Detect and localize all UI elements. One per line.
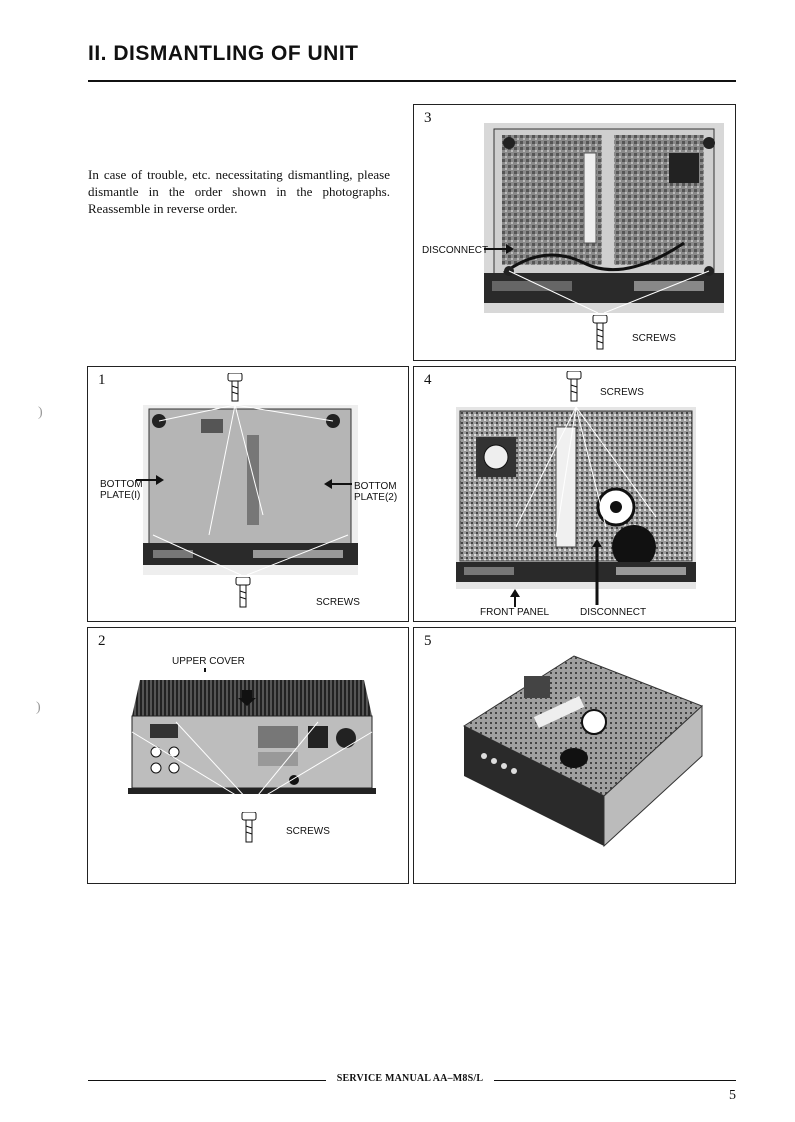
- photo-chassis-internal-view: [456, 407, 696, 589]
- step-number: 5: [424, 633, 432, 649]
- label-bottom-plate-1: BOTTOM PLATE(I): [100, 479, 143, 501]
- footer-manual-title: SERVICE MANUAL AA–M8S/L: [336, 1073, 484, 1084]
- label-upper-cover: UPPER COVER: [172, 656, 245, 667]
- panel-step-1: [87, 366, 409, 622]
- margin-mark: ): [38, 405, 43, 420]
- photo-unit-rear-view: [128, 672, 376, 800]
- arrow-icon: [484, 243, 514, 255]
- label-screws: SCREWS: [632, 333, 676, 344]
- margin-mark: ): [36, 700, 41, 715]
- panel-step-5: [413, 627, 736, 884]
- arrow-icon: [136, 475, 164, 485]
- page-number: 5: [729, 1088, 736, 1103]
- arrow-icon: [510, 589, 520, 607]
- step-number: 2: [98, 633, 106, 649]
- step-number: 1: [98, 372, 106, 388]
- label-screws: SCREWS: [286, 826, 330, 837]
- intro-paragraph: In case of trouble, etc. necessitating dismantling, please dismantle in the order shown in the photographs. Reassemble in reverse order.: [88, 167, 390, 216]
- photo-unit-perspective-view: [454, 646, 704, 856]
- panel-step-4: [413, 366, 736, 622]
- label-screws: SCREWS: [600, 387, 644, 398]
- screw-icon: [227, 373, 243, 403]
- photo-chassis-bottom-view: [143, 405, 358, 575]
- photo-chassis-top-view: [484, 123, 724, 313]
- step-number: 4: [424, 372, 432, 388]
- page-title: II. DISMANTLING OF UNIT: [88, 42, 359, 65]
- label-front-panel: FRONT PANEL: [480, 607, 550, 618]
- screw-icon: [592, 315, 608, 351]
- panel-step-2: [87, 627, 409, 884]
- screw-icon: [241, 812, 257, 844]
- arrow-icon: [592, 539, 602, 605]
- step-number: 3: [424, 110, 432, 126]
- footer-rule: [494, 1080, 736, 1081]
- label-bottom-plate-2: BOTTOM PLATE(2): [354, 481, 398, 503]
- panel-step-3: [413, 104, 736, 361]
- footer-rule: [88, 1080, 326, 1081]
- screw-icon: [566, 371, 582, 403]
- label-screws: SCREWS: [316, 597, 360, 608]
- label-disconnect: DISCONNECT: [580, 607, 647, 618]
- title-rule: [88, 80, 736, 82]
- label-disconnect: DISCONNECT: [422, 245, 489, 256]
- screw-icon: [235, 577, 251, 609]
- arrow-icon: [324, 479, 352, 489]
